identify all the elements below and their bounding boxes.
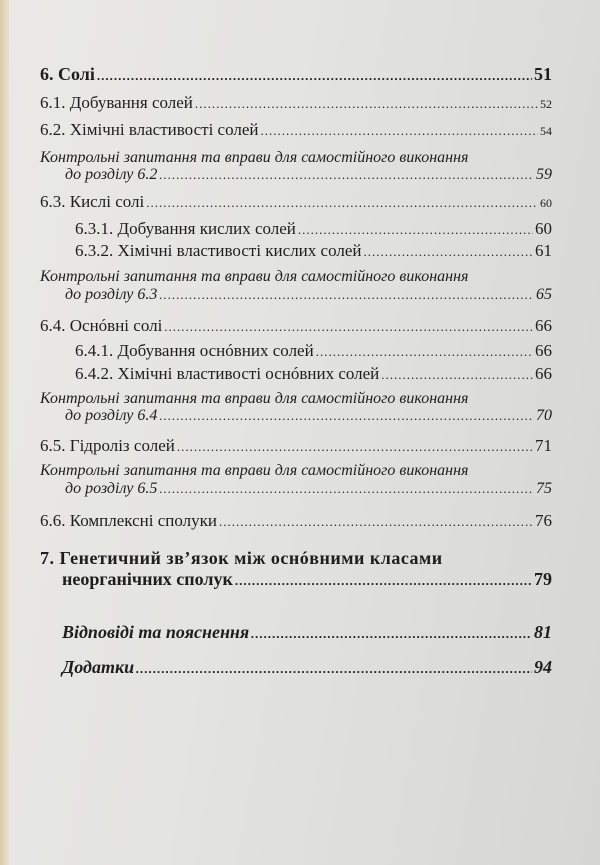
toc-label: 6.3.1. Добування кислих солей (75, 219, 296, 238)
dot-leader (235, 571, 532, 591)
toc-page: 61 (535, 241, 552, 260)
toc-entry-6-1[interactable] (40, 93, 552, 114)
toc-chapter-7-line: 7. Генетичний зв’язок між оснóвними класами (40, 548, 443, 568)
toc-entry-6-3-2[interactable] (75, 241, 552, 262)
dot-leader (136, 659, 532, 679)
toc-page: 51 (534, 64, 552, 84)
toc-entry-6-4-1[interactable] (75, 341, 552, 362)
dot-leader (177, 437, 533, 457)
toc-entry-6-5[interactable] (40, 436, 552, 457)
toc-entry-ch6[interactable] (40, 64, 552, 86)
toc-questions-line: Контрольні запитання та вправи для самостійного виконання (40, 462, 469, 479)
toc-label: до розділу 6.4 (65, 407, 158, 424)
toc-entry-6-6[interactable] (40, 511, 552, 532)
toc-label: 6.3. Кислі солі (40, 192, 145, 211)
dot-leader (316, 342, 533, 362)
dot-leader (159, 285, 534, 305)
toc-entry-appendix[interactable] (62, 657, 552, 679)
toc-page: 75 (536, 480, 552, 497)
dot-leader (146, 193, 538, 213)
toc-page: 66 (535, 316, 552, 335)
toc-page: 76 (535, 511, 552, 530)
toc-label: 6.4. Оснóвні солі (40, 316, 163, 335)
toc-entry-questions-6-4[interactable] (65, 406, 552, 426)
toc-entry-6-4[interactable] (40, 316, 552, 337)
toc-questions-line: Контрольні запитання та вправи для самостійного виконання (40, 268, 469, 285)
toc-page: 54 (540, 124, 552, 138)
dot-leader (261, 121, 539, 141)
dot-leader (381, 365, 533, 385)
dot-leader (251, 624, 532, 644)
toc-label: 6.2. Хімічні властивості солей (40, 120, 259, 139)
toc-label: до розділу 6.2 (65, 166, 158, 183)
dot-leader (159, 406, 534, 426)
toc-entry-questions-6-5[interactable] (65, 479, 552, 499)
toc-label: 6.1. Добування солей (40, 93, 193, 112)
toc-label: 6. Солі (40, 64, 95, 84)
toc-label: до розділу 6.5 (65, 480, 158, 497)
toc-entry-6-4-2[interactable] (75, 364, 552, 385)
toc-label: 6.5. Гідроліз солей (40, 436, 175, 455)
toc-page: 70 (536, 407, 552, 424)
toc-label: до розділу 6.3 (65, 286, 158, 303)
toc-page: 79 (534, 569, 552, 589)
dot-leader (159, 479, 534, 499)
toc-page: 66 (535, 341, 552, 360)
toc-label: 6.4.2. Хімічні властивості оснóвних солей (75, 364, 380, 383)
toc-entry-answers[interactable] (62, 622, 552, 644)
dot-leader (164, 317, 533, 337)
toc-label: Відповіді та пояснення (62, 622, 250, 642)
toc-entry-questions-6-2[interactable] (65, 165, 552, 185)
toc-page: 81 (534, 622, 552, 642)
toc-label: 6.6. Комплексні сполуки (40, 511, 218, 530)
toc-page: 66 (535, 364, 552, 383)
toc-entry-6-3[interactable] (40, 192, 552, 213)
toc-page: 94 (534, 657, 552, 677)
toc-page: 71 (535, 436, 552, 455)
dot-leader (363, 242, 533, 262)
dot-leader (97, 66, 532, 86)
dot-leader (159, 165, 534, 185)
toc-entry-6-3-1[interactable] (75, 219, 552, 240)
toc-label: 6.3.2. Хімічні властивості кислих солей (75, 241, 362, 260)
toc-label: 6.4.1. Добування оснóвних солей (75, 341, 314, 360)
toc-entry-questions-6-3[interactable] (65, 285, 552, 305)
toc-page: 60 (535, 219, 552, 238)
toc-page: 65 (536, 286, 552, 303)
toc-entry-ch7[interactable] (62, 569, 552, 591)
toc-page: 52 (540, 97, 552, 111)
toc-label: неорганічних сполук (62, 569, 233, 589)
dot-leader (195, 94, 538, 114)
toc-page: 59 (536, 166, 552, 183)
toc-questions-line: Контрольні запитання та вправи для самостійного виконання (40, 149, 469, 166)
toc-entry-6-2[interactable] (40, 120, 552, 141)
toc-questions-line: Контрольні запитання та вправи для самостійного виконання (40, 390, 469, 407)
dot-leader (219, 512, 533, 532)
dot-leader (298, 220, 533, 240)
toc-page: 60 (540, 196, 552, 210)
toc-label: Додатки (62, 657, 135, 677)
page-edge (0, 0, 9, 865)
